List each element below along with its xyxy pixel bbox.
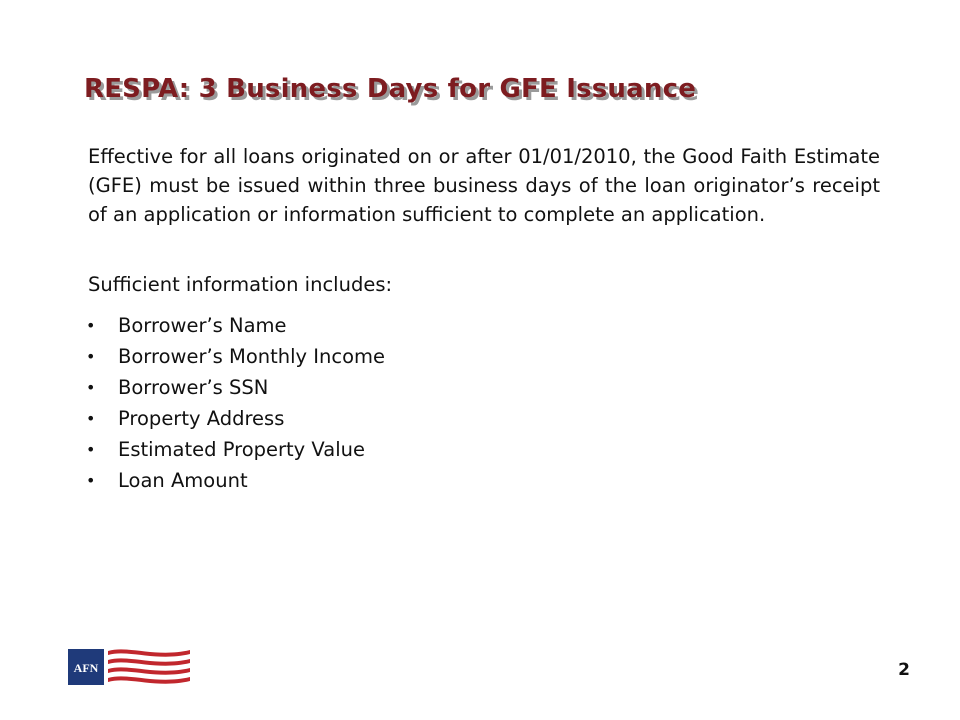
bullet-icon: •	[86, 440, 96, 459]
bullet-item	[84, 372, 385, 403]
bullet-item	[84, 341, 385, 372]
bullet-item	[84, 465, 385, 496]
afn-flag-logo-icon	[68, 645, 192, 689]
bullet-icon: •	[86, 316, 96, 335]
logo-text: AFN	[73, 661, 99, 675]
bullet-icon: •	[86, 347, 96, 366]
bullet-text: Estimated Property Value	[118, 438, 365, 461]
bullet-icon: •	[86, 378, 96, 397]
bullet-text: Property Address	[118, 407, 285, 430]
intro-paragraph: Effective for all loans originated on or after 01/01/2010, the Good Faith Estimate (GFE) must be issued within three business days of the loan originator’s receipt of an application or information sufficient to complete an application.	[88, 145, 880, 226]
flag-stripe	[108, 667, 190, 674]
bullet-text: Borrower’s SSN	[118, 376, 269, 399]
bullet-text: Borrower’s Monthly Income	[118, 345, 386, 368]
flag-stripe	[108, 649, 190, 656]
bullet-icon: •	[86, 409, 96, 428]
bullet-item	[84, 434, 385, 465]
bullet-icon: •	[86, 471, 96, 490]
bullet-text: Borrower’s Name	[118, 314, 287, 337]
info-bullet-list	[84, 310, 385, 496]
flag-stripe	[108, 658, 190, 665]
bullet-item	[84, 403, 385, 434]
bullet-item	[84, 310, 385, 341]
bullet-text: Loan Amount	[118, 469, 248, 492]
slide-title: RESPA: 3 Business Days for GFE Issuance	[84, 74, 697, 104]
flag-stripe	[108, 676, 190, 683]
page-number: 2	[898, 660, 910, 680]
lead-text: Sufficient information includes:	[88, 273, 393, 296]
